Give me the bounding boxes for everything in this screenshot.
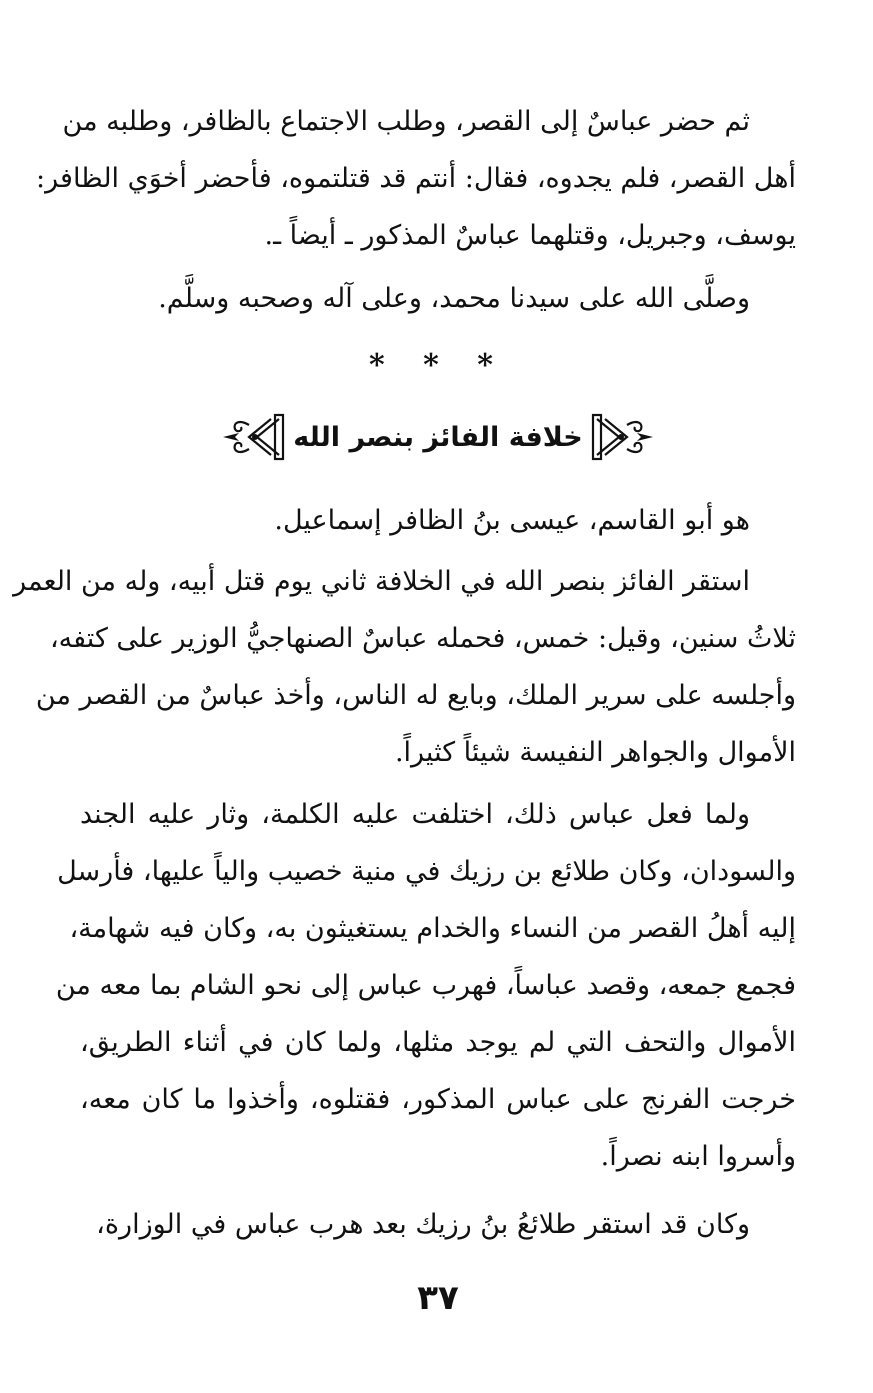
text-line: وصلَّى الله على سيدنا محمد، وعلى آله وصحبه وسلَّم.: [158, 283, 750, 314]
ornament-left-icon: [221, 411, 285, 463]
text-line: وأجلسه على سرير الملك، وبايع له الناس، وأخذ عباسٌ من القصر من: [35, 680, 796, 711]
text-line: هو أبو القاسم، عيسى بنُ الظافر إسماعيل.: [274, 505, 750, 536]
paragraph-abbas-kills-brothers: [36, 93, 796, 264]
ornament-right-icon: [591, 411, 655, 463]
text-line: وأسروا ابنه نصراً.: [600, 1141, 796, 1172]
text-line: الأموال والجواهر النفيسة شيئاً كثيراً.: [394, 737, 796, 768]
text-line: وكان قد استقر طلائعُ بنُ رزيك بعد هرب عباس في الوزارة،: [96, 1209, 750, 1240]
chapter-title: خلافة الفائز بنصر الله: [293, 421, 583, 453]
paragraph-abbas-flight: [55, 786, 796, 1185]
text-line: يوسف، وجبريل، وقتلهما عباسٌ المذكور ـ أيضاً ـ.: [264, 220, 796, 251]
paragraph-talai-vizier: [80, 1196, 796, 1253]
paragraph-identity: [80, 492, 796, 549]
paragraph-salutation: [80, 270, 796, 327]
text-line: أهل القصر، فلم يجدوه، فقال: أنتم قد قتلتموه، فأحضر أخوَي الظافر:: [36, 163, 796, 194]
text-line: استقر الفائز بنصر الله في الخلافة ثاني يوم قتل أبيه، وله من العمر: [13, 566, 750, 597]
section-separator: * * *: [369, 348, 507, 383]
book-page: [13, 0, 796, 1393]
text-line: ولما فعل عباس ذلك، اختلفت عليه الكلمة، وثار عليه الجند: [80, 799, 750, 830]
text-line: الأموال والتحف التي لم يوجد مثلها، ولما كان في أثناء الطريق،: [80, 1027, 796, 1058]
text-line: فجمع جمعه، وقصد عباساً، فهرب عباس إلى نحو الشام بما معه من: [55, 970, 796, 1001]
text-line: والسودان، وكان طلائع بن رزيك في منية خصيب والياً عليها، فأرسل: [57, 856, 796, 887]
text-line: خرجت الفرنج على عباس المذكور، فقتلوه، وأخذوا ما كان معه،: [80, 1084, 796, 1115]
chapter-heading: [80, 405, 796, 469]
text-line: ثلاثُ سنين، وقيل: خمس، فحمله عباسٌ الصنهاجيُّ الوزير على كتفه،: [49, 623, 796, 654]
paragraph-accession: [13, 553, 796, 781]
text-line: ثم حضر عباسٌ إلى القصر، وطلب الاجتماع بالظافر، وطلبه من: [62, 106, 750, 137]
text-line: إليه أهلُ القصر من النساء والخدام يستغيثون به، وكان فيه شهامة،: [69, 913, 796, 944]
page-number: ٣٧: [417, 1278, 459, 1318]
